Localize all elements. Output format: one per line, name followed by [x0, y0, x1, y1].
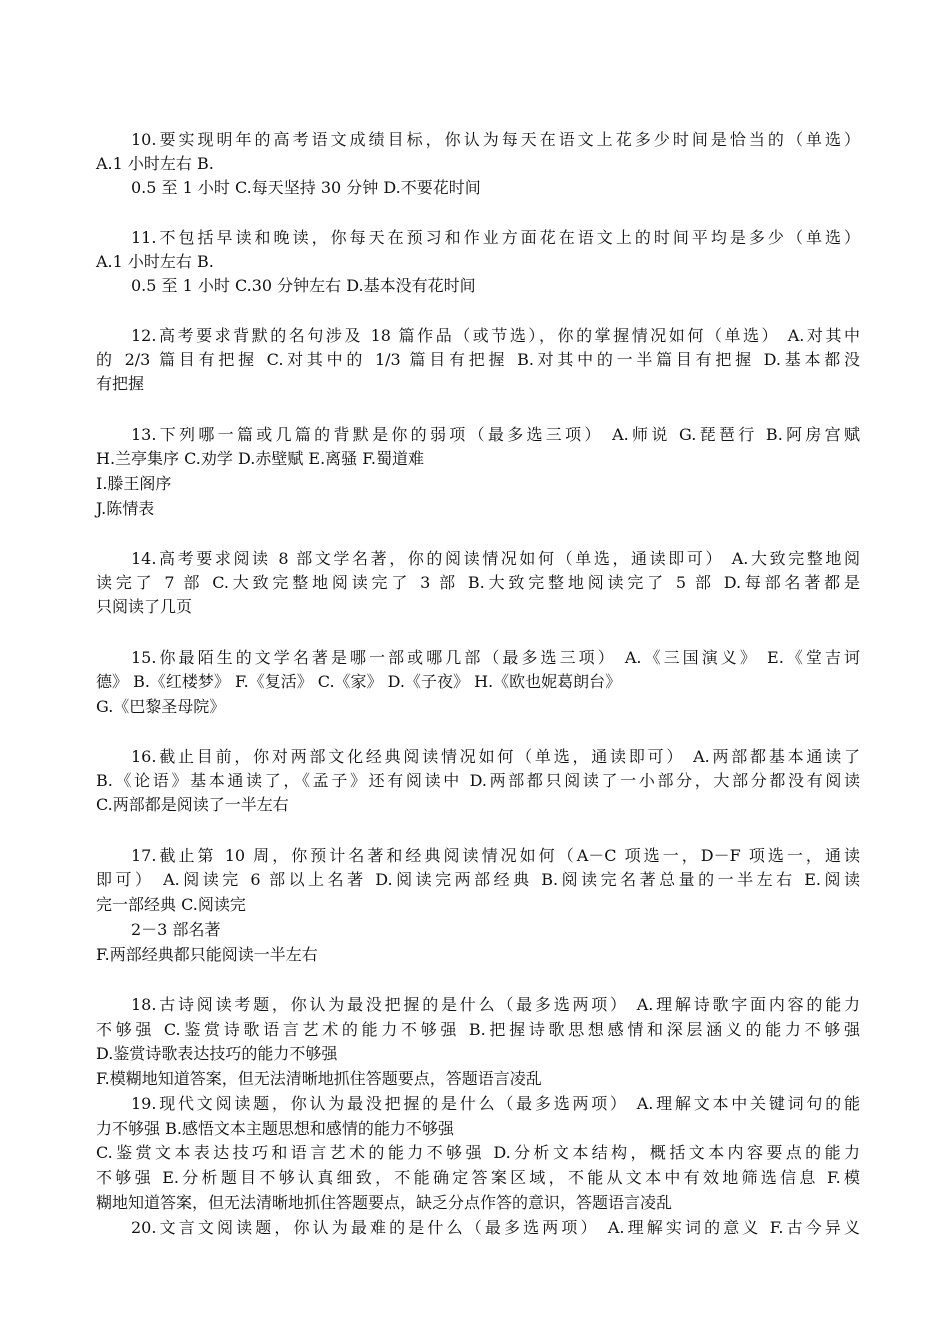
question-11-line: A.1 小时左右 B. — [96, 252, 214, 271]
question-18-line: F.模糊地知道答案，但无法清晰地抓住答题要点，答题语言凌乱 — [96, 1069, 542, 1088]
question-19-line: C.鉴赏文本表达技巧和语言艺术的能力不够强 D.分析文本结构，概括文本内容要点的能力 — [96, 1143, 860, 1162]
question-17-line: F.两部经典都只能阅读一半左右 — [96, 945, 318, 964]
question-10-line: 0.5 至 1 小时 C.每天坚持 30 分钟 D.不要花时间 — [131, 178, 481, 197]
question-11-line: 0.5 至 1 小时 C.30 分钟左右 D.基本没有花时间 — [131, 276, 476, 295]
question-18-line: 18.古诗阅读考题，你认为最没把握的是什么（最多选两项） A.理解诗歌字面内容的能力 — [131, 995, 860, 1014]
question-10-line: 10.要实现明年的高考语文成绩目标，你认为每天在语文上花多少时间是恰当的（单选） — [131, 130, 860, 149]
question-17-line: 完一部经典 C.阅读完 — [96, 895, 246, 914]
question-13-line: H.兰亭集序 C.劝学 D.赤壁赋 E.离骚 F.蜀道难 — [96, 449, 424, 468]
question-13-line: I.滕王阁序 — [96, 474, 172, 493]
question-15-line: G.《巴黎圣母院》 — [96, 697, 226, 716]
question-18-line: D.鉴赏诗歌表达技巧的能力不够强 — [96, 1044, 338, 1063]
question-13-line: 13.下列哪一篇或几篇的背默是你的弱项（最多选三项） A.师说 G.琵琶行 B.阿房宫赋 — [131, 425, 860, 444]
question-13-line: J.陈情表 — [96, 499, 155, 518]
question-19-line: 19.现代文阅读题，你认为最没把握的是什么（最多选两项） A.理解文本中关键词句的能 — [131, 1094, 860, 1113]
question-14-line: 只阅读了几页 — [96, 597, 193, 616]
question-14-line: 读完了 7 部 C.大致完整地阅读完了 3 部 B.大致完整地阅读完了 5 部 D.每部名著都是 — [96, 573, 860, 592]
question-17-line: 17.截止第 10 周，你预计名著和经典阅读情况如何（A－C 项选一，D－F 项选一，通读 — [131, 846, 860, 865]
question-12-line: 12.高考要求背默的名句涉及 18 篇作品（或节选），你的掌握情况如何（单选） A.对其中 — [131, 326, 860, 345]
question-15-line: 15.你最陌生的文学名著是哪一部或哪几部（最多选三项） A.《三国演义》 E.《堂吉诃 — [131, 648, 860, 667]
question-19-line: 不够强 E.分析题目不够认真细致，不能确定答案区域，不能从文本中有效地筛选信息 F.模 — [96, 1168, 860, 1187]
question-11-line: 11.不包括早读和晚读，你每天在预习和作业方面花在语文上的时间平均是多少（单选） — [131, 228, 860, 247]
question-16-line: B.《论语》基本通读了，《孟子》还有阅读中 D.两部都只阅读了一小部分，大部分都没有阅读 — [96, 771, 860, 790]
question-17-line: 即可） A.阅读完 6 部以上名著 D.阅读完两部经典 B.阅读完名著总量的一半左右 E.阅读 — [96, 870, 860, 889]
question-14-line: 14.高考要求阅读 8 部文学名著，你的阅读情况如何（单选，通读即可） A.大致完整地阅 — [131, 549, 860, 568]
question-19-line: 糊地知道答案，但无法清晰地抓住答题要点，缺乏分点作答的意识，答题语言凌乱 — [96, 1193, 673, 1212]
question-17-line: 2－3 部名著 — [131, 920, 221, 939]
question-20-line: 20.文言文阅读题，你认为最难的是什么（最多选两项） A.理解实词的意义 F.古今异义 — [131, 1218, 860, 1237]
question-19-line: 力不够强 B.感悟文本主题思想和感情的能力不够强 — [96, 1119, 454, 1138]
question-18-line: 不够强 C.鉴赏诗歌语言艺术的能力不够强 B.把握诗歌思想感情和深层涵义的能力不够强 — [96, 1020, 860, 1039]
question-15-line: 德》 B.《红楼梦》 F.《复活》 C.《家》 D.《子夜》 H.《欧也妮葛朗台》 — [96, 672, 622, 691]
question-10-line: A.1 小时左右 B. — [96, 154, 214, 173]
question-12-line: 的 2/3 篇目有把握 C.对其中的 1/3 篇目有把握 B.对其中的一半篇目有把握 D.基本都没 — [96, 350, 860, 369]
question-12-line: 有把握 — [96, 374, 145, 393]
question-16-line: 16.截止目前，你对两部文化经典阅读情况如何（单选，通读即可） A.两部都基本通读了 — [131, 747, 860, 766]
question-16-line: C.两部都是阅读了一半左右 — [96, 795, 289, 814]
